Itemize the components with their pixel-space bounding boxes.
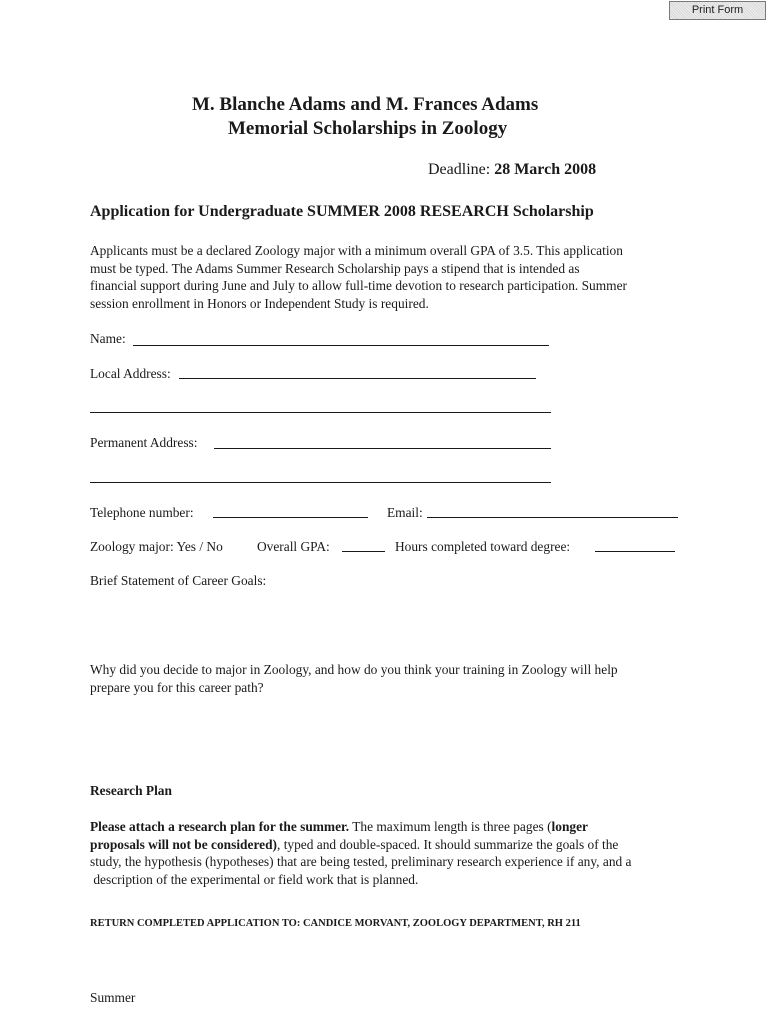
intro-line: Applicants must be a declared Zoology major with a minimum overall GPA of 3.5. This application <box>90 243 623 258</box>
permanent-address-field-line2[interactable] <box>90 482 551 483</box>
research-lead: Please attach a research plan for the summer. <box>90 819 350 834</box>
gpa-label: Overall GPA: <box>257 539 330 554</box>
local-address-field-line2[interactable] <box>90 412 551 413</box>
question-line: Why did you decide to major in Zoology, and how do you think your training in Zoology will help <box>90 662 618 677</box>
question-line: prepare you for this career path? <box>90 679 264 695</box>
form-title-line2: Memorial Scholarships in Zoology <box>228 118 508 139</box>
intro-line: financial support during June and July to allow full-time devotion to research participation. Summer <box>90 278 627 293</box>
form-title-line1: M. Blanche Adams and M. Frances Adams <box>192 94 539 115</box>
telephone-label: Telephone number: <box>90 505 194 520</box>
research-line: description of the experimental or field work that is planned. <box>90 871 419 887</box>
permanent-address-field[interactable] <box>214 448 551 449</box>
deadline-date: 28 March 2008 <box>494 161 597 178</box>
name-label: Name: <box>90 331 126 346</box>
intro-paragraph <box>90 242 627 312</box>
intro-line: session enrollment in Honors or Independent Study is required. <box>90 295 429 311</box>
local-address-field[interactable] <box>179 378 536 379</box>
research-plan-heading: Research Plan <box>90 783 172 798</box>
name-field[interactable] <box>133 345 549 346</box>
hours-field[interactable] <box>595 551 675 552</box>
local-address-label: Local Address: <box>90 366 171 381</box>
research-bold: longer <box>551 819 588 834</box>
research-text: The maximum length is three pages ( <box>349 819 552 834</box>
hours-label: Hours completed toward degree: <box>395 539 571 554</box>
return-instructions: RETURN COMPLETED APPLICATION TO: CANDICE MORVANT, ZOOLOGY DEPARTMENT, RH 211 <box>90 918 581 929</box>
deadline <box>428 161 596 179</box>
research-plan-paragraph <box>90 818 632 888</box>
research-bold: proposals will not be considered) <box>90 836 277 852</box>
email-label: Email: <box>387 505 423 520</box>
application-heading: Application for Undergraduate SUMMER 2008 RESEARCH Scholarship <box>90 203 594 220</box>
permanent-address-label: Permanent Address: <box>90 435 198 450</box>
gpa-field[interactable] <box>342 551 385 552</box>
telephone-field[interactable] <box>213 517 368 518</box>
research-line <box>90 836 632 854</box>
intro-line: must be typed. The Adams Summer Research Scholarship pays a stipend that is intended as <box>90 260 580 276</box>
research-line: study, the hypothesis (hypotheses) that are being tested, preliminary research experience if any, and a <box>90 854 632 869</box>
research-line <box>90 818 632 836</box>
deadline-label: Deadline: <box>428 161 495 178</box>
print-form-button[interactable]: Print Form <box>669 1 766 20</box>
zoology-major-label[interactable]: Zoology major: Yes / No <box>90 539 223 554</box>
research-text: , typed and double-spaced. It should summarize the goals of the <box>277 836 619 852</box>
email-field[interactable] <box>427 517 678 518</box>
page-footer: Summer <box>90 990 136 1005</box>
zoology-question <box>90 661 618 696</box>
career-goals-label: Brief Statement of Career Goals: <box>90 573 267 588</box>
